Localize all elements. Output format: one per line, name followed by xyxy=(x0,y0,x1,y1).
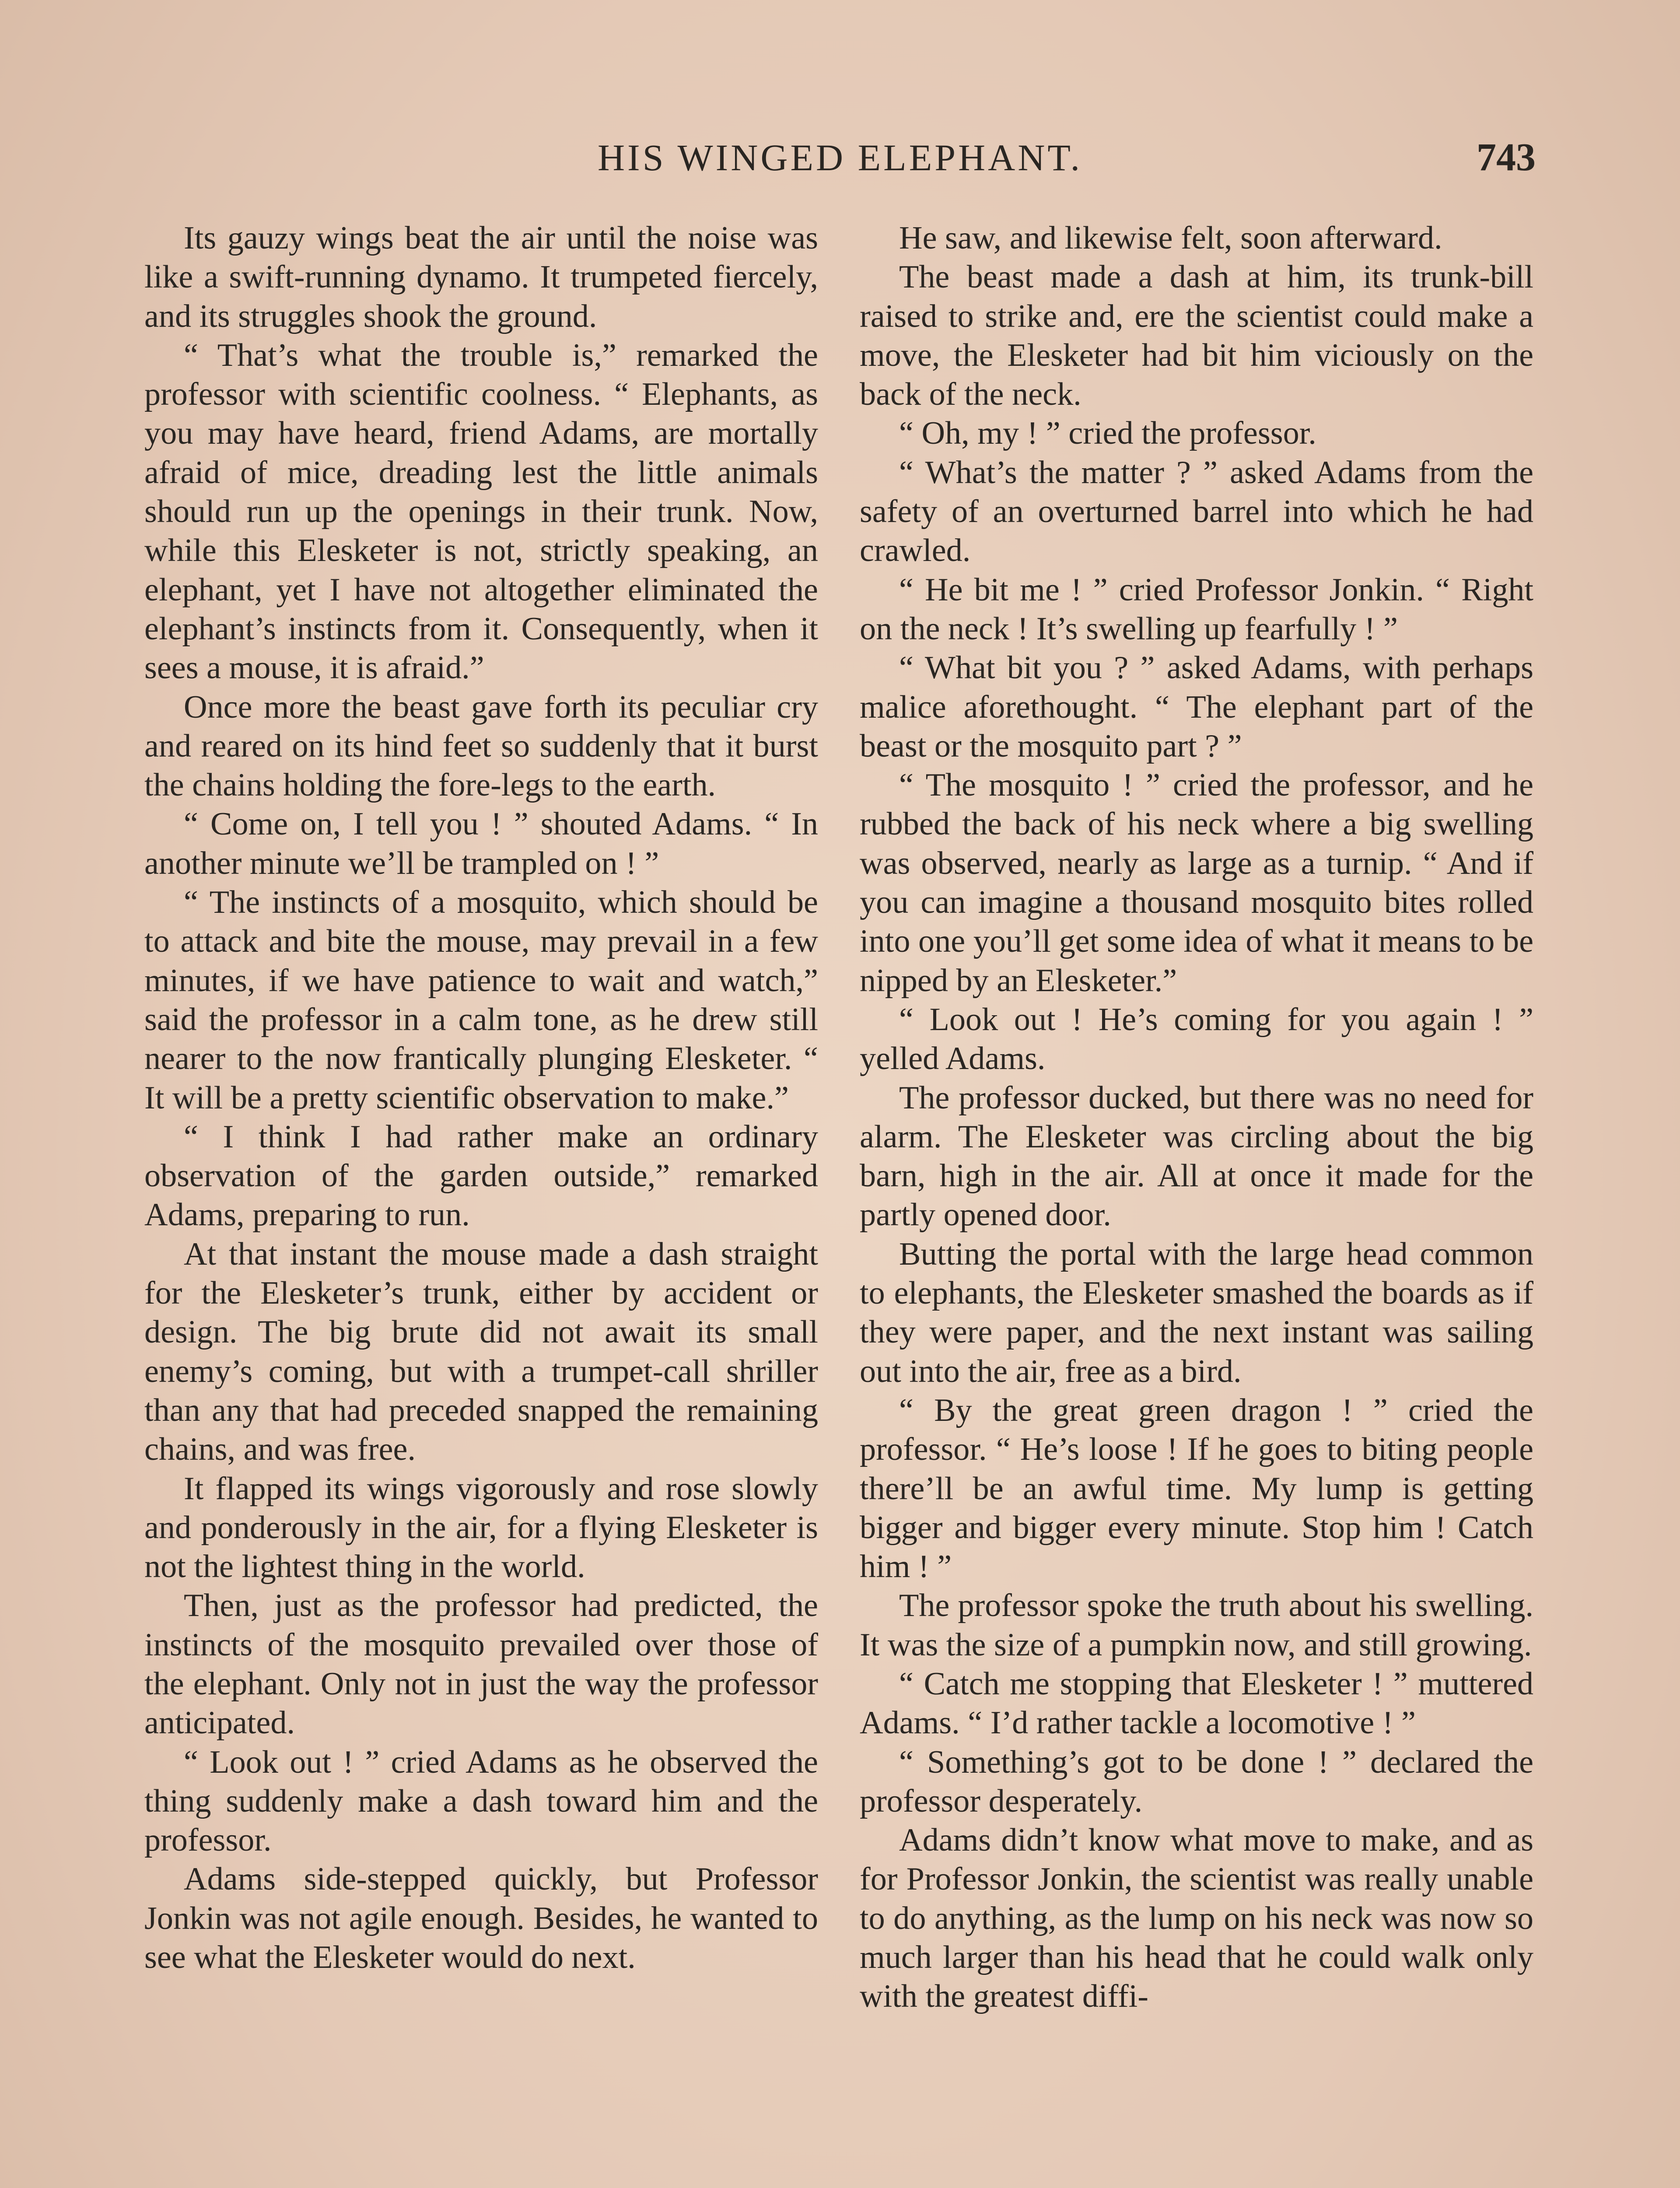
paragraph: Adams didn’t know what move to make, and as for Professor Jonkin, the scientist was really unable to do anything, as the lump on his neck was now so much larger than his head that he could walk only with the greatest diffi- xyxy=(860,1822,1533,2015)
paragraph: “ Look out ! He’s coming for you again ! ” yelled Adams. xyxy=(860,1001,1533,1077)
paragraph: He saw, and likewise felt, soon afterward. xyxy=(899,220,1442,256)
paragraph: The professor spoke the truth about his swelling. It was the size of a pumpkin now, and still growing. xyxy=(860,1588,1533,1663)
paragraph: The professor ducked, but there was no need for alarm. The Elesketer was circling about the big barn, high in the air. All at once it made for the partly opened door. xyxy=(860,1080,1533,1233)
paragraph: “ He bit me ! ” cried Professor Jonkin. “ Right on the neck ! It’s swelling up fearfully ! ” xyxy=(860,572,1533,647)
running-title: HIS WINGED ELEPHANT. xyxy=(597,137,1083,179)
paragraph: Butting the portal with the large head common to elephants, the Elesketer smashed the boards as if they were paper, and the next instant was sailing out into the air, free as a bird. xyxy=(860,1236,1533,1389)
paragraph: “ What bit you ? ” asked Adams, with perhaps malice aforethought. “ The elephant part of the beast or the mosquito part ? ” xyxy=(860,650,1533,764)
paragraph: The beast made a dash at him, its trunk-bill raised to strike and, ere the scientist could make a move, the Elesketer had bit him viciously on the back of the neck. xyxy=(860,259,1533,413)
paragraph: Once more the beast gave forth its peculiar cry and reared on its hind feet so suddenly that it burst the chains holding the fore-legs to the earth. xyxy=(144,689,818,803)
paragraph: “ Come on, I tell you ! ” shouted Adams. “ In another minute we’ll be trampled on ! ” xyxy=(144,806,818,881)
paragraph: “ I think I had rather make an ordinary observation of the garden outside,” remarked Adams, preparing to run. xyxy=(144,1119,818,1233)
paragraph: “ Catch me stopping that Elesketer ! ” muttered Adams. “ I’d rather tackle a locomotive ! ” xyxy=(860,1666,1533,1741)
paragraph: “ What’s the matter ? ” asked Adams from the safety of an overturned barrel into which he had crawled. xyxy=(860,454,1533,569)
paragraph: Adams side-stepped quickly, but Professor Jonkin was not agile enough. Besides, he wanted to see what the Elesketer would do next. xyxy=(144,1861,818,1976)
paragraph: “ The mosquito ! ” cried the professor, and he rubbed the back of his neck where a big swelling was observed, nearly as large as a turnip. “ And if you can imagine a thousand mosquito bites rolled into one you’ll get some idea of what it means to be nipped by an Elesketer.” xyxy=(860,767,1533,999)
paragraph: “ That’s what the trouble is,” remarked the professor with scientific coolness. “ Elephants, as you may have heard, friend Adams, are mortally afraid of mice, dreading lest the little animals should run up the openings in their trunk. Now, while this Elesketer is not, strictly speaking, an elephant, yet I have not altogether eliminated the elephant’s instincts from it. Consequently, when it sees a mouse, it is afraid.” xyxy=(144,337,818,686)
paragraph: “ Look out ! ” cried Adams as he observed the thing suddenly make a dash toward him and the professor. xyxy=(144,1744,818,1858)
right-column xyxy=(860,219,1533,2016)
page-header xyxy=(144,131,1536,184)
left-column xyxy=(144,219,818,1977)
paragraph: At that instant the mouse made a dash straight for the Elesketer’s trunk, either by accident or design. The big brute did not await its small enemy’s coming, but with a trumpet-call shriller than any that had preceded snapped the remaining chains, and was free. xyxy=(144,1236,818,1468)
paragraph: “ Oh, my ! ” cried the professor. xyxy=(899,415,1316,452)
paragraph: “ By the great green dragon ! ” cried the professor. “ He’s loose ! If he goes to biting people there’ll be an awful time. My lump is getting bigger and bigger every minute. Stop him ! Catch him ! ” xyxy=(860,1392,1533,1585)
paragraph: “ Something’s got to be done ! ” declared the professor desperately. xyxy=(860,1744,1533,1819)
paragraph: It flapped its wings vigorously and rose slowly and ponderously in the air, for a flying Elesketer is not the lightest thing in the world. xyxy=(144,1470,818,1585)
page-number: 743 xyxy=(1477,136,1536,179)
paragraph: “ The instincts of a mosquito, which should be to attack and bite the mouse, may prevail in a few minutes, if we have patience to wait and watch,” said the professor in a calm tone, as he drew still nearer to the now frantically plunging Elesketer. “ It will be a pretty scientific observation to make.” xyxy=(144,884,818,1116)
paragraph: Then, just as the professor had predicted, the instincts of the mosquito prevailed over those of the elephant. Only not in just the way the professor anticipated. xyxy=(144,1588,818,1741)
paragraph: Its gauzy wings beat the air until the noise was like a swift-running dynamo. It trumpeted fiercely, and its struggles shook the ground. xyxy=(144,220,818,334)
